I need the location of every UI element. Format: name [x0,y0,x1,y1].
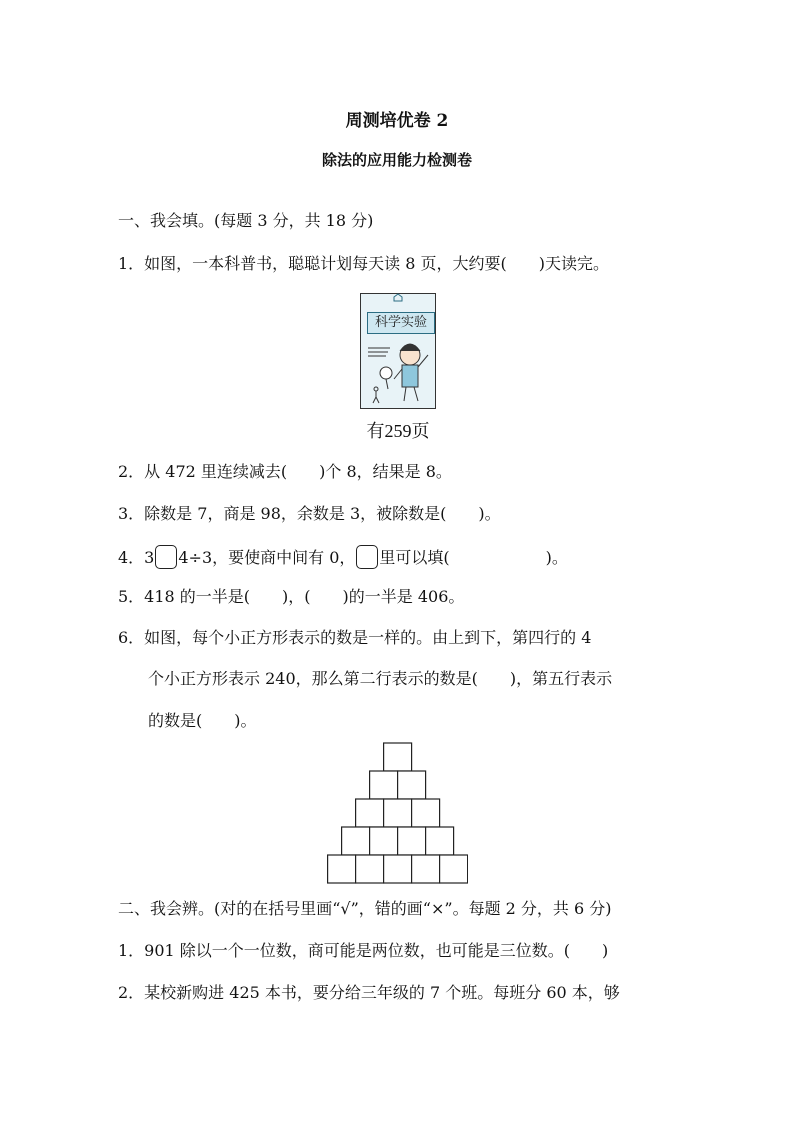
pyramid-square [328,855,356,883]
question-2-1: 1．901 除以一个一位数，商可能是两位数，也可能是三位数。( ) [118,941,609,960]
square-pyramid-figure [326,742,468,887]
pyramid-square [384,743,412,771]
question-1-4-part-c: 里可以填( )。 [379,548,568,567]
pyramid-square [426,827,454,855]
pyramid-square [398,771,426,799]
page-title: 周测培优卷 2 [345,111,449,131]
pyramid-square [370,771,398,799]
pyramid-square [412,855,440,883]
pyramid-square [412,799,440,827]
question-1-3: 3．除数是 7，商是 98，余数是 3，被除数是( )。 [118,504,501,523]
question-1-6-line1: 6．如图，每个小正方形表示的数是一样的。由上到下，第四行的 4 [118,628,592,647]
question-1-4-part-b: 4÷3，要使商中间有 0， [178,548,356,567]
book-cover [360,293,436,409]
book-caption: 有259页 [366,421,430,441]
pyramid-square [398,827,426,855]
question-1-6-line3: 的数是( )。 [148,711,257,730]
section2-heading: 二、我会辨。(对的在括号里画“√”，错的画“×”。每题 2 分，共 6 分) [118,899,612,918]
cartoon-boy-icon [360,293,436,409]
pyramid-square [342,827,370,855]
digit-blank-box[interactable] [155,545,177,569]
question-1-6-line2: 个小正方形表示 240，那么第二行表示的数是( )，第五行表示 [148,669,613,688]
question-1-2: 2．从 472 里连续减去( )个 8，结果是 8。 [118,462,452,481]
pyramid-square [440,855,468,883]
pyramid-square [384,799,412,827]
question-1-5: 5．418 的一半是( )，( )的一半是 406。 [118,587,465,606]
question-2-2: 2．某校新购进 425 本书，要分给三年级的 7 个班。每班分 60 本，够 [118,983,620,1002]
question-1-4 [118,545,568,569]
pyramid-square [356,799,384,827]
book-figure [356,293,440,443]
pyramid-square [384,855,412,883]
question-1-4-part-a: 4．3 [118,548,155,567]
pyramid-square [370,827,398,855]
digit-blank-box-ref [356,545,378,569]
question-1-1: 1．如图，一本科普书，聪聪计划每天读 8 页，大约要( )天读完。 [118,254,610,273]
page-subtitle: 除法的应用能力检测卷 [321,151,472,169]
book-cover-title: 科学实验 [367,312,435,334]
pyramid-square [356,855,384,883]
section1-heading: 一、我会填。(每题 3 分，共 18 分) [118,211,374,230]
